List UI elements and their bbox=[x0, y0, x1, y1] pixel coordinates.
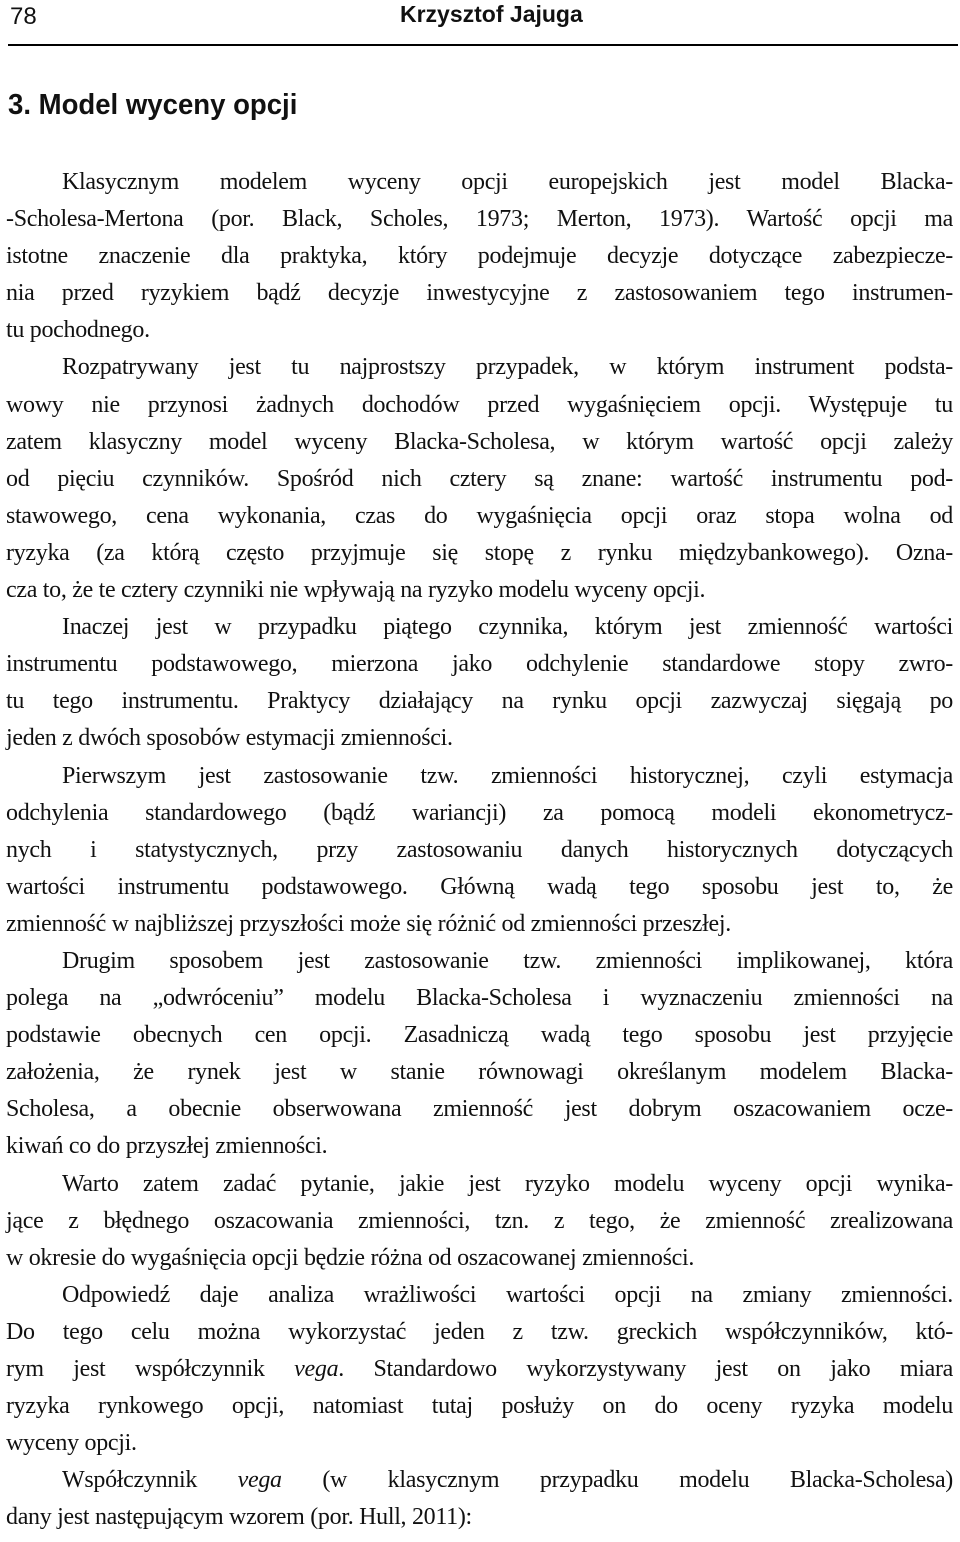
text-line: w okresie do wygaśnięcia opcji będzie różna od oszacowanej zmienności. bbox=[6, 1244, 695, 1271]
text-segment: . Standardowo wykorzystywany jest on jako miara bbox=[338, 1356, 954, 1382]
running-header bbox=[8, 0, 958, 46]
text-line: od pięciu czynników. Spośród nich cztery są znane: wartość instrumentu pod- bbox=[6, 465, 953, 492]
text-segment: Współczynnik bbox=[62, 1467, 238, 1494]
text-line: dany jest następującym wzorem (por. Hull, 2011): bbox=[6, 1504, 472, 1531]
paragraph bbox=[6, 1166, 953, 1277]
body-text bbox=[6, 164, 953, 1536]
text-line: ryzyka rynkowego opcji, natomiast tutaj posłuży on do oceny ryzyka modelu bbox=[6, 1393, 953, 1420]
text-line: wartości instrumentu podstawowego. Główną wadą tego sposobu jest to, że bbox=[6, 873, 953, 900]
text-line: -Scholesa-Mertona (por. Black, Scholes, 1973; Merton, 1973). Wartość opcji ma bbox=[6, 206, 953, 233]
text-line: Do tego celu można wykorzystać jeden z tzw. greckich współczynników, któ- bbox=[6, 1318, 953, 1345]
text-line: kiwań co do przyszłej zmienności. bbox=[6, 1133, 328, 1160]
text-line: Warto zatem zadać pytanie, jakie jest ryzyko modelu wyceny opcji wynika- bbox=[62, 1170, 953, 1197]
text-line: tu tego instrumentu. Praktycy działający na rynku opcji zazwyczaj sięgają po bbox=[6, 688, 953, 715]
text-line: Rozpatrywany jest tu najprostszy przypadek, w którym instrument podsta- bbox=[62, 354, 953, 381]
text-line: Pierwszym jest zastosowanie tzw. zmienności historycznej, czyli estymacja bbox=[62, 762, 953, 789]
section-title: 3. Model wyceny opcji bbox=[8, 89, 298, 121]
text-segment: rym jest współczynnik bbox=[6, 1356, 295, 1382]
text-line: istotne znaczenie dla praktyka, który podejmuje decyzje dotyczące zabezpiecze- bbox=[6, 243, 953, 270]
text-line: zatem klasyczny model wyceny Blacka-Scholesa, w którym wartość opcji zależy bbox=[6, 428, 953, 455]
text-line: jące z błędnego oszacowania zmienności, tzn. z tego, że zmienność zrealizowana bbox=[6, 1207, 953, 1234]
text-line: zmienność w najbliższej przyszłości może się różnić od zmienności przeszłej. bbox=[6, 910, 731, 937]
italic-term: vega bbox=[237, 1467, 282, 1494]
text-line: Klasycznym modelem wyceny opcji europejskich jest model Blacka- bbox=[62, 169, 953, 195]
text-line: Drugim sposobem jest zastosowanie tzw. zmienności implikowanej, która bbox=[62, 947, 953, 974]
text-line: podstawie obecnych cen opcji. Zasadniczą wadą tego sposobu jest przyjęcie bbox=[6, 1022, 953, 1049]
paragraph bbox=[6, 164, 953, 349]
paragraph bbox=[6, 1462, 953, 1536]
text-line bbox=[6, 1462, 953, 1499]
paragraph bbox=[6, 349, 953, 609]
text-segment: (w klasycznym przypadku modelu Blacka-Scholesa) bbox=[281, 1467, 954, 1494]
running-header-author: Krzysztof Jajuga bbox=[400, 1, 583, 27]
text-line: wowy nie przynosi żadnych dochodów przed wygaśnięciem opcji. Występuje tu bbox=[6, 391, 953, 418]
paragraph bbox=[6, 609, 953, 757]
text-line: Scholesa, a obecnie obserwowana zmienność jest dobrym oszacowaniem ocze- bbox=[6, 1096, 953, 1123]
text-line: ryzyka (za którą często przyjmuje się stopę z rynku międzybankowego). Ozna- bbox=[6, 539, 953, 566]
text-line: nia przed ryzykiem bądź decyzje inwestycyjne z zastosowaniem tego instrumen- bbox=[6, 280, 953, 307]
text-line: wyceny opcji. bbox=[6, 1430, 137, 1457]
text-line: Odpowiedź daje analiza wrażliwości wartości opcji na zmiany zmienności. bbox=[62, 1281, 953, 1308]
paragraph bbox=[6, 758, 953, 943]
text-line: założenia, że rynek jest w stanie równowagi określanym modelem Blacka- bbox=[6, 1059, 953, 1086]
italic-term: vega bbox=[294, 1356, 339, 1382]
text-line: jeden z dwóch sposobów estymacji zmienności. bbox=[6, 725, 453, 752]
paragraph bbox=[6, 943, 953, 1166]
text-line: polega na „odwróceniu” modelu Blacka-Scholesa i wyznaczeniu zmienności na bbox=[6, 985, 953, 1012]
text-line bbox=[6, 1351, 953, 1388]
text-line: instrumentu podstawowego, mierzona jako odchylenie standardowe stopy zwro- bbox=[6, 651, 953, 678]
text-line: stawowego, cena wykonania, czas do wygaśnięcia opcji oraz stopa wolna od bbox=[6, 502, 953, 529]
page-number: 78 bbox=[10, 3, 37, 30]
text-line: tu pochodnego. bbox=[6, 317, 150, 344]
text-line: odchylenia standardowego (bądź wariancji) za pomocą modeli ekonometrycz- bbox=[6, 799, 953, 826]
text-line: nych i statystycznych, przy zastosowaniu danych historycznych dotyczących bbox=[6, 836, 953, 863]
text-line: cza to, że te cztery czynniki nie wpływają na ryzyko modelu wyceny opcji. bbox=[6, 577, 706, 604]
paragraph bbox=[6, 1277, 953, 1462]
text-line: Inaczej jest w przypadku piątego czynnika, którym jest zmienność wartości bbox=[62, 614, 953, 641]
